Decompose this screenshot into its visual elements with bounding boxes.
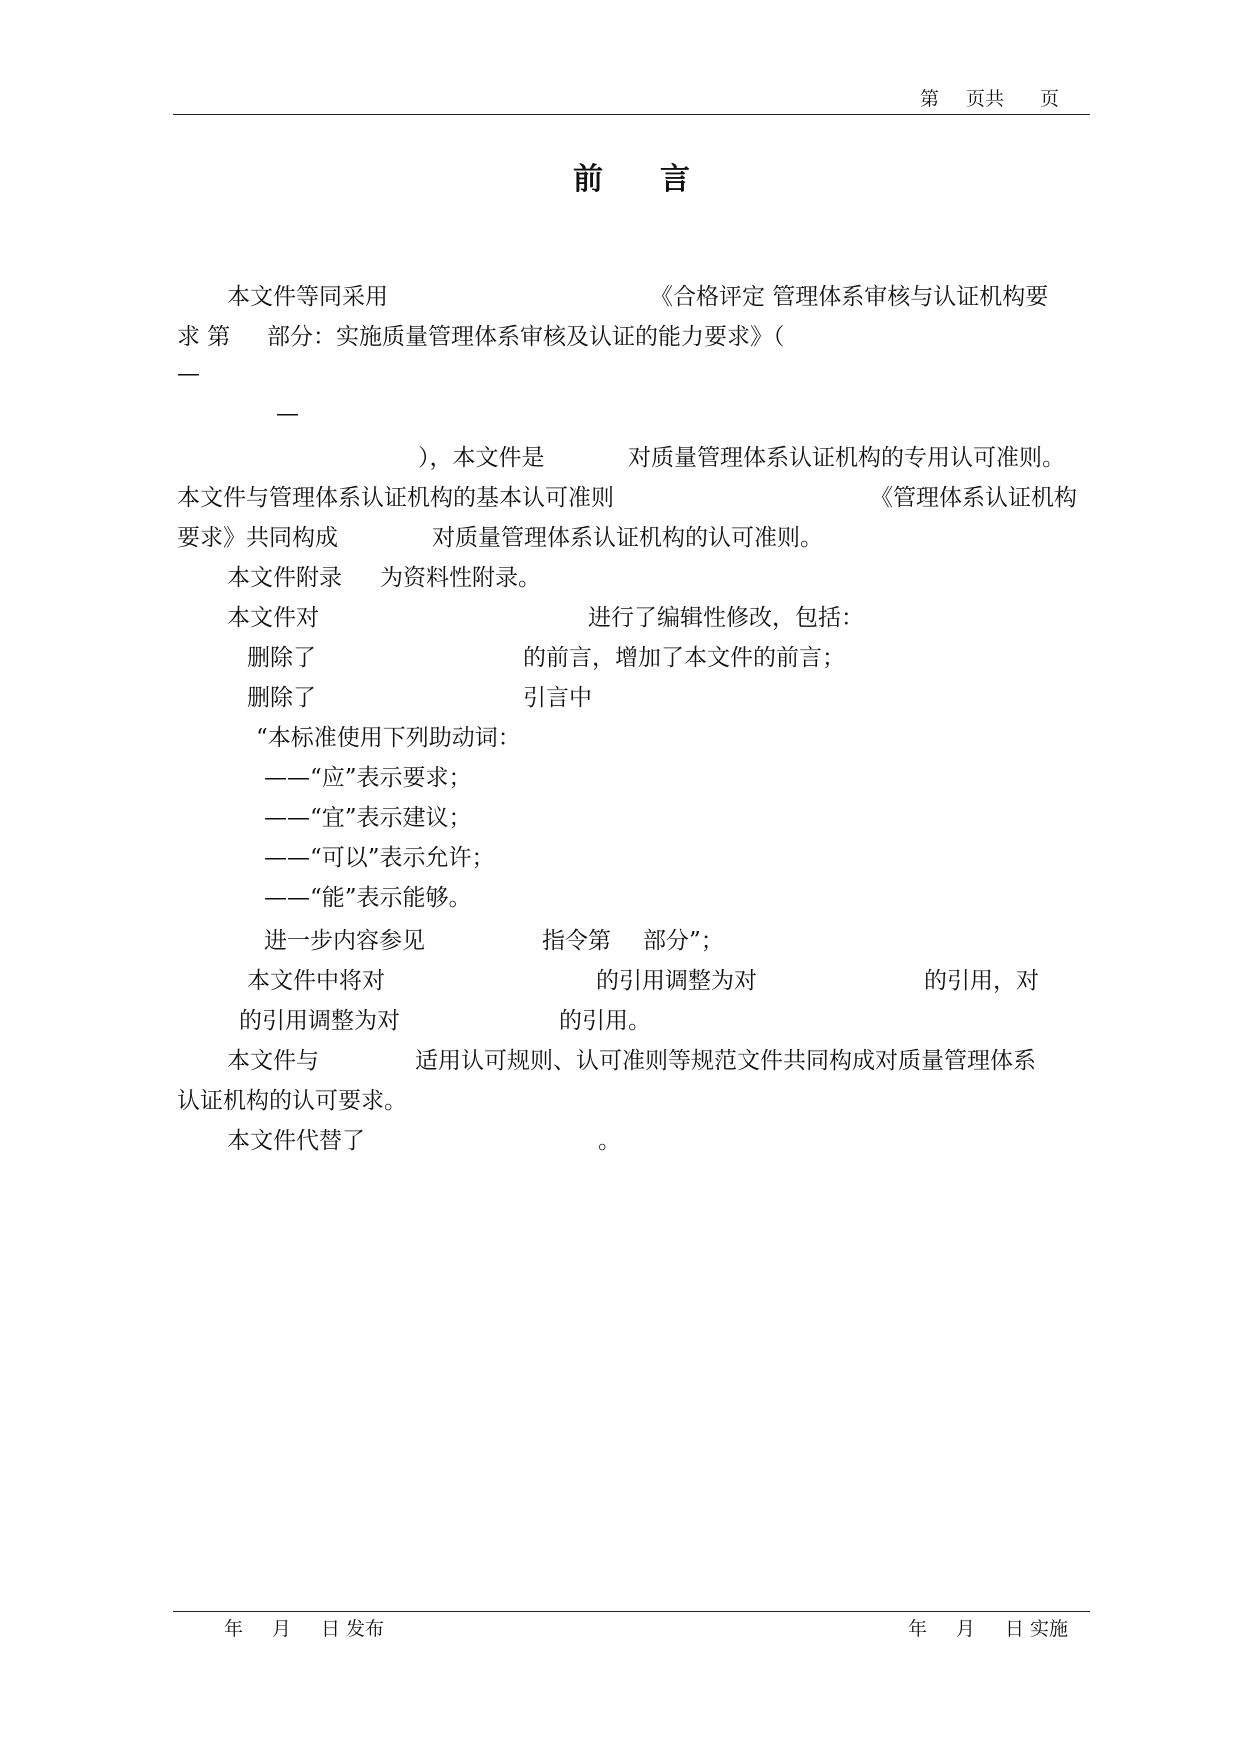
- page-title-char-2: 言: [660, 162, 692, 197]
- paragraph-3-text-b: 《管理体系认证机构: [870, 485, 1077, 511]
- list-item-4-text-b: 的引用。: [559, 1008, 651, 1034]
- paragraph-3-text-c: 要求》共同构成: [177, 525, 338, 551]
- list-item-1-text-a: 删除了: [247, 645, 316, 671]
- header-total-pages-label: 页: [1040, 88, 1060, 110]
- paragraph-7-text-b: 。: [598, 1128, 621, 1154]
- paragraph-1-text-a: 本文件等同采用: [227, 284, 388, 310]
- list-item-2-text-b: 引言中: [523, 685, 592, 711]
- paragraph-1-text-d: 部分：实施质量管理体系审核及认证的能力要求》（: [267, 324, 785, 350]
- list-item-3-text-b: 的引用调整为对: [596, 968, 757, 994]
- paragraph-4-text-a: 本文件附录: [227, 565, 342, 591]
- quote-line-6-text-a: 进一步内容参见: [264, 928, 425, 954]
- paragraph-5-text-a: 本文件对: [227, 605, 319, 631]
- quote-line-2: ——“应”表示要求；: [264, 765, 472, 791]
- list-item-4-text-a: 的引用调整为对: [239, 1008, 400, 1034]
- paragraph-2-text-b: 对质量管理体系认证机构的专用认可准则。: [628, 445, 1065, 471]
- paragraph-7-text-a: 本文件代替了: [227, 1128, 365, 1154]
- paragraph-1-text-c: 求 第: [177, 324, 231, 350]
- paragraph-5-text-b: 进行了编辑性修改，包括：: [588, 605, 864, 631]
- paragraph-6-text-b: 适用认可规则、认可准则等规范文件共同构成对质量管理体系: [415, 1048, 1036, 1074]
- quote-line-4: ——“可以”表示允许；: [264, 845, 495, 871]
- paragraph-6-text-c: 认证机构的认可要求。: [177, 1088, 407, 1114]
- paragraph-3-text-a: 本文件与管理体系认证机构的基本认可准则: [177, 485, 614, 511]
- list-item-2-text-a: 删除了: [247, 685, 316, 711]
- list-item-3-text-c: 的引用，对: [924, 968, 1039, 994]
- paragraph-1-text-b: 《合格评定 管理体系审核与认证机构要: [650, 284, 1049, 310]
- footer-publish-month: 月: [272, 1618, 292, 1640]
- page-title-char-1: 前: [573, 162, 605, 197]
- footer-effective-month: 月: [956, 1618, 976, 1640]
- header-rule: [173, 114, 1090, 115]
- footer-effective-day: 日 实施: [1005, 1618, 1069, 1640]
- list-item-1-text-b: 的前言，增加了本文件的前言；: [523, 645, 845, 671]
- paragraph-3-text-d: 对质量管理体系认证机构的认可准则。: [432, 525, 823, 551]
- quote-line-3: ——“宜”表示建议；: [264, 805, 472, 831]
- header-page-of-label: 页共: [966, 88, 1005, 110]
- quote-line-5: ——“能”表示能够。: [264, 885, 472, 911]
- quote-line-1: “本标准使用下列助动词：: [256, 725, 521, 751]
- list-item-3-text-a: 本文件中将对: [247, 968, 385, 994]
- quote-line-6-text-c: 部分”；: [643, 928, 724, 954]
- footer-publish-day: 日 发布: [321, 1618, 385, 1640]
- footer-publish-year: 年: [224, 1618, 244, 1640]
- header-page-label: 第: [920, 88, 940, 110]
- footer-effective-year: 年: [908, 1618, 928, 1640]
- paragraph-4-text-b: 为资料性附录。: [380, 565, 541, 591]
- dash-line-2: —: [276, 401, 299, 427]
- paragraph-2-text-a: ），本文件是: [418, 445, 545, 471]
- quote-line-6-text-b: 指令第: [542, 928, 611, 954]
- paragraph-6-text-a: 本文件与: [227, 1048, 319, 1074]
- dash-line-1: —: [177, 361, 200, 387]
- footer-rule: [173, 1611, 1090, 1612]
